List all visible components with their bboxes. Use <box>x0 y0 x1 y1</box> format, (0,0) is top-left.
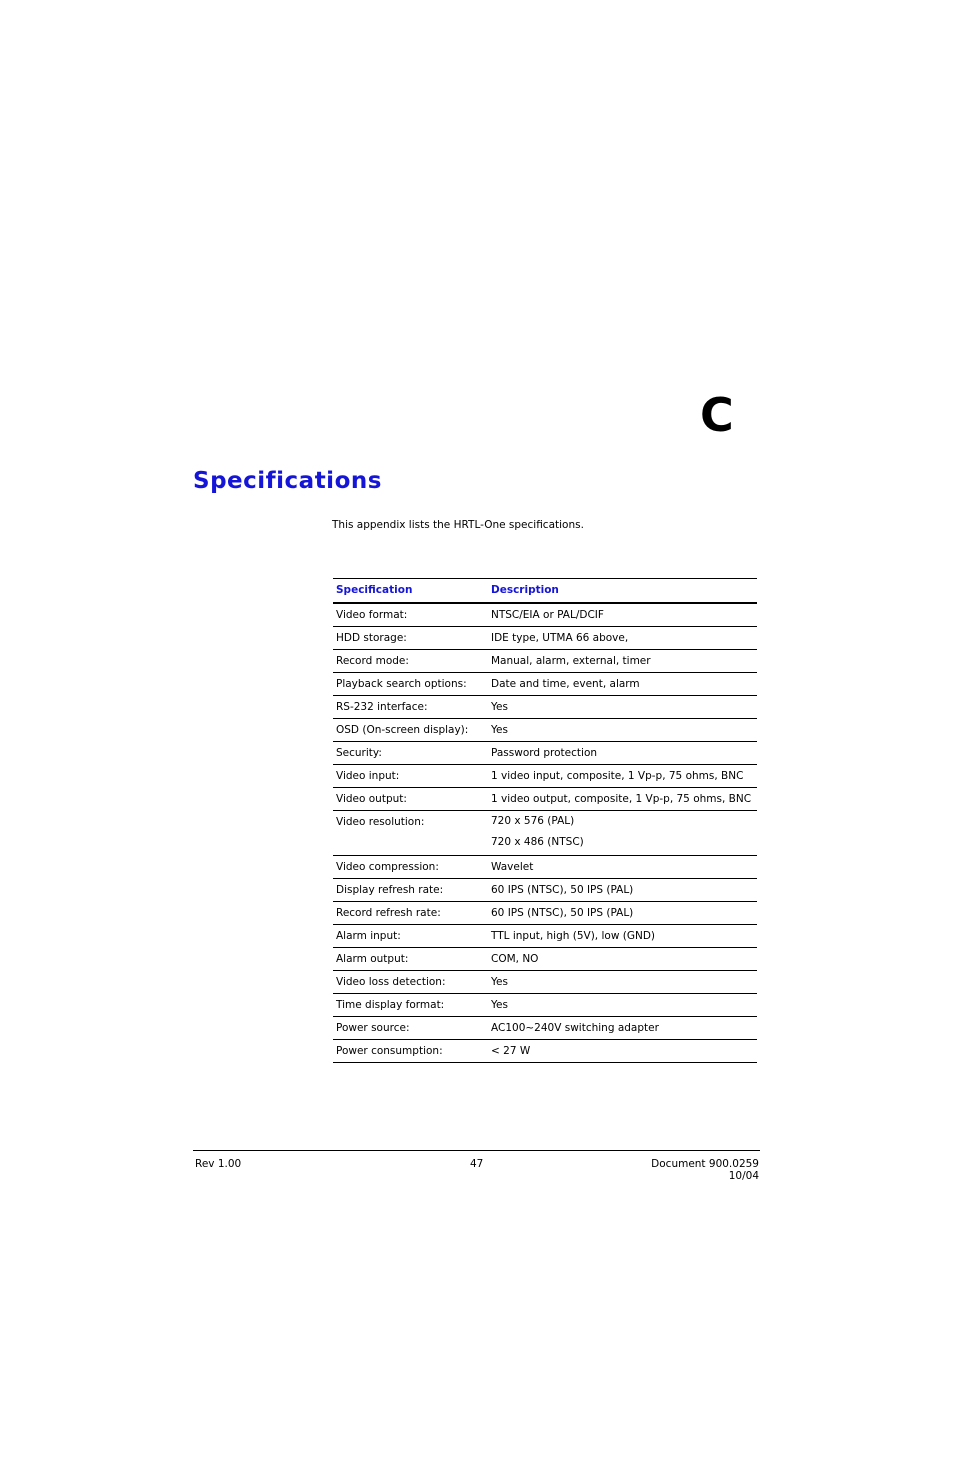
table-row <box>333 811 757 856</box>
footer-revision: Rev 1.00 <box>195 1158 242 1170</box>
spec-name-cell: Video loss detection: <box>336 976 446 988</box>
spec-name-cell: OSD (On-screen display): <box>336 724 469 736</box>
footer-document-number: Document 900.0259 <box>651 1158 759 1170</box>
spec-description-line: 720 x 486 (NTSC) <box>491 836 584 848</box>
table-row <box>333 925 757 948</box>
spec-name-cell: Video resolution: <box>336 816 425 828</box>
spec-name-cell: Security: <box>336 747 382 759</box>
spec-description-cell: COM, NO <box>491 953 539 965</box>
spec-description-cell: TTL input, high (5V), low (GND) <box>491 930 656 942</box>
table-row <box>333 603 757 627</box>
specifications-table <box>333 578 757 1063</box>
spec-name-cell: Power source: <box>336 1022 410 1034</box>
spec-name-cell: Video input: <box>336 770 400 782</box>
spec-description-cell: Yes <box>491 724 508 736</box>
spec-description-cell: < 27 W <box>491 1045 531 1057</box>
spec-description-cell: Manual, alarm, external, timer <box>491 655 651 667</box>
spec-description-cell: Wavelet <box>491 861 534 873</box>
spec-name-cell: Record mode: <box>336 655 409 667</box>
spec-name-cell: HDD storage: <box>336 632 407 644</box>
header-description: Description <box>491 584 559 596</box>
spec-name-cell: Video format: <box>336 609 408 621</box>
table-row <box>333 856 757 879</box>
footer-page-number: 47 <box>470 1158 484 1170</box>
spec-description-line: 720 x 576 (PAL) <box>491 815 575 827</box>
spec-name-cell: Video compression: <box>336 861 439 873</box>
spec-description-cell: 60 IPS (NTSC), 50 IPS (PAL) <box>491 884 634 896</box>
appendix-letter: C <box>700 388 734 442</box>
spec-description-cell: Yes <box>491 999 508 1011</box>
spec-name-cell: Record refresh rate: <box>336 907 441 919</box>
intro-paragraph: This appendix lists the HRTL-One specifications. <box>332 519 584 531</box>
spec-name-cell: Power consumption: <box>336 1045 443 1057</box>
spec-name-cell: Display refresh rate: <box>336 884 444 896</box>
spec-description-cell: Yes <box>491 701 508 713</box>
table-row <box>333 879 757 902</box>
spec-description-cell: 1 video output, composite, 1 Vp-p, 75 ohms, BNC <box>491 793 752 805</box>
table-row <box>333 1017 757 1040</box>
spec-description-cell: 1 video input, composite, 1 Vp-p, 75 ohms, BNC <box>491 770 744 782</box>
footer-document-date: 10/04 <box>728 1170 759 1182</box>
page-title: Specifications <box>193 468 382 494</box>
spec-description-cell: Date and time, event, alarm <box>491 678 640 690</box>
table-row <box>333 650 757 673</box>
spec-description-cell: IDE type, UTMA 66 above, <box>491 632 629 644</box>
spec-description-cell: Yes <box>491 976 508 988</box>
footer-document-info <box>651 1158 759 1182</box>
table-row <box>333 719 757 742</box>
header-specification: Specification <box>336 584 413 596</box>
spec-name-cell: Playback search options: <box>336 678 467 690</box>
table-header-row <box>333 579 757 604</box>
spec-name-cell: Alarm output: <box>336 953 409 965</box>
table-row <box>333 902 757 925</box>
table-row <box>333 627 757 650</box>
table-row <box>333 788 757 811</box>
table-row <box>333 971 757 994</box>
spec-name-cell: RS-232 interface: <box>336 701 428 713</box>
spec-name-cell: Alarm input: <box>336 930 401 942</box>
table-row <box>333 994 757 1017</box>
footer-divider <box>193 1150 760 1151</box>
table-row <box>333 1040 757 1063</box>
table-row <box>333 765 757 788</box>
table-row <box>333 673 757 696</box>
table-row <box>333 742 757 765</box>
spec-description-cell: Password protection <box>491 747 598 759</box>
spec-description-cell: 60 IPS (NTSC), 50 IPS (PAL) <box>491 907 634 919</box>
spec-description-cell: AC100~240V switching adapter <box>491 1022 659 1034</box>
table-row <box>333 696 757 719</box>
spec-name-cell: Video output: <box>336 793 407 805</box>
spec-description-cell: NTSC/EIA or PAL/DCIF <box>491 609 604 621</box>
spec-name-cell: Time display format: <box>336 999 445 1011</box>
spec-description-cell <box>488 811 757 856</box>
table-body <box>333 603 757 1063</box>
table-row <box>333 948 757 971</box>
